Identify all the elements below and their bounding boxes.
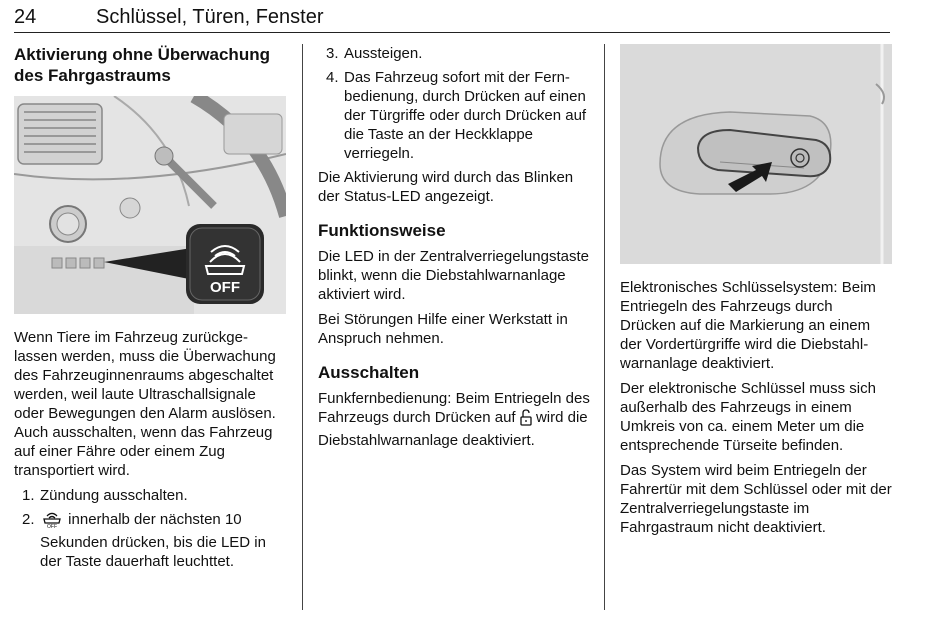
step-list <box>14 486 286 571</box>
step-list-continued <box>318 44 590 163</box>
section-heading: Funktionsweise <box>318 221 446 240</box>
list-item <box>318 68 590 163</box>
paragraph: Wenn Tiere im Fahrzeug zurückgelassen werden, muss die Überwachung des Fahrzeuginnenraums abgeschaltet werden, weil laute Ultraschallsignale oder Bewegungen den Alarm auslösen. Auch ausschalten, wenn das Fahrzeug auf einer Fähre oder einem Zug transportiert wird. <box>14 329 276 479</box>
list-item <box>14 486 286 505</box>
step-text: Aussteigen. <box>344 45 423 62</box>
step-number: 2. <box>22 511 35 528</box>
paragraph <box>318 389 590 450</box>
door-handle-drawing <box>620 44 892 264</box>
paragraph: Die LED in der Zentralverriegelungstaste blinkt, wenn die Diebstahlwarnanlage aktiviert wird. <box>318 248 589 303</box>
page-number: 24 <box>14 6 37 28</box>
unlock-padlock-icon <box>520 409 532 431</box>
dashboard-illustration <box>14 96 286 314</box>
car-sensor-off-icon <box>40 510 64 533</box>
section-heading <box>14 44 286 86</box>
running-title: Schlüssel, Türen, Fenster <box>96 6 324 28</box>
step-text: Zündung ausschalten. <box>40 487 188 504</box>
list-item <box>14 510 286 571</box>
step-text: innerhalb der nächsten 10 Sekunden drücken, bis die LED in der Taste dauerhaft leuchttet. <box>40 511 266 570</box>
step-number: 1. <box>22 487 35 504</box>
off-badge-label: OFF <box>210 279 240 296</box>
step-text: Das Fahrzeug sofort mit der Fernbedienung, durch Drücken auf einen der Türgriffe oder durch Drücken auf die Taste an der Heckklappe verriegeln. <box>344 69 587 162</box>
section-heading: Ausschalten <box>318 363 420 382</box>
svg-text:OFF: OFF <box>47 524 57 528</box>
column-right <box>620 44 892 543</box>
column-left <box>14 44 286 576</box>
paragraph: Der elektronische Schlüssel muss sich außerhalb des Fahrzeugs in einem Umkreis von ca. einem Meter um die entsprechende Türseite befinden. <box>620 380 876 454</box>
text-fragment: wird die Diebstahlwarnanlage deaktiviert. <box>318 409 588 449</box>
door-handle-illustration <box>620 44 892 264</box>
paragraph: Das System wird beim Entriegeln der Fahrertür mit dem Schlüssel oder mit der Zentralverriegelungstaste im Fahrgastraum nicht deaktiviert. <box>620 462 892 536</box>
step-number: 4. <box>326 69 339 86</box>
paragraph: Elektronisches Schlüsselsystem: Beim Entriegeln des Fahrzeugs durch Drücken auf die Markierung an einem der Vordertürgriffe wird die Diebstahlwarnanlage deaktiviert. <box>620 279 876 372</box>
paragraph: Die Aktivierung wird durch das Blinken der Status-LED angezeigt. <box>318 169 574 205</box>
column-divider <box>302 44 303 610</box>
text-fragment: Funkfernbedienung: Beim Entriegeln des Fahrzeugs durch Drücken auf <box>318 390 590 426</box>
list-item <box>318 44 590 63</box>
step-number: 3. <box>326 45 339 62</box>
heading-line-2: des Fahrgastraums <box>14 66 171 85</box>
column-middle <box>318 44 590 456</box>
column-divider <box>604 44 605 610</box>
dashboard-drawing <box>14 96 286 314</box>
paragraph: Bei Störungen Hilfe einer Werkstatt in Anspruch nehmen. <box>318 311 568 347</box>
page-header <box>14 4 890 33</box>
heading-line-1: Aktivierung ohne Überwachung <box>14 45 270 64</box>
